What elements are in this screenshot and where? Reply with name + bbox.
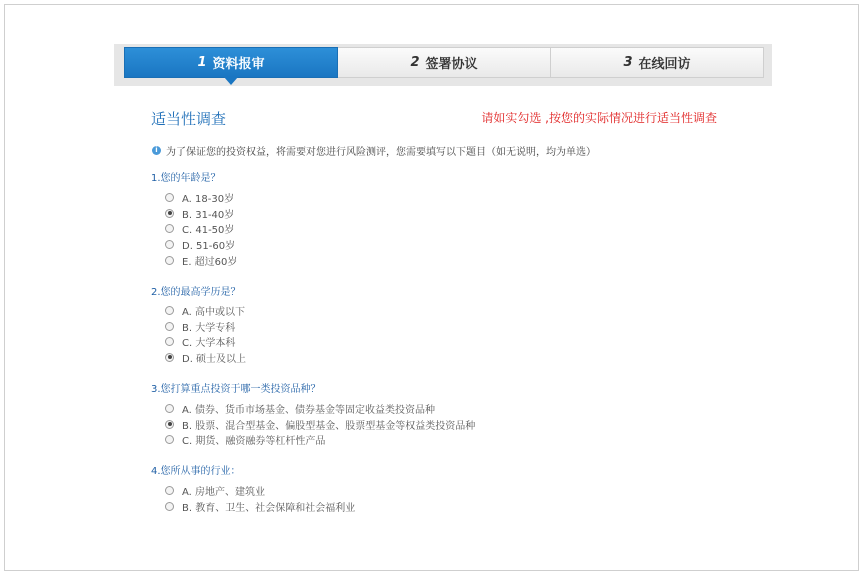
question-title: 2.您的最高学历是？ xyxy=(151,287,241,298)
option-radio[interactable] xyxy=(165,190,234,204)
section-title: 适当性调查 xyxy=(151,110,227,128)
option-radio[interactable] xyxy=(165,303,245,317)
question-title: 1.您的年龄是？ xyxy=(151,173,221,184)
step-progress xyxy=(124,47,764,78)
option-label: C. 41-50岁 xyxy=(182,224,235,236)
option-radio[interactable] xyxy=(165,350,246,364)
option-radio[interactable] xyxy=(165,237,235,251)
step-number: 3 xyxy=(623,55,633,70)
radio-button[interactable] xyxy=(165,306,174,315)
option-label: E. 超过60岁 xyxy=(182,256,238,268)
question-title: 4.您所从事的行业： xyxy=(151,466,241,477)
option-label: C. 大学本科 xyxy=(182,337,236,349)
option-radio[interactable] xyxy=(165,206,234,220)
option-label: C. 期货、融资融券等杠杆性产品 xyxy=(182,435,326,447)
info-text: 为了保证您的投资权益，将需要对您进行风险测评，您需要填写以下题目（如无说明，均为单选） xyxy=(166,147,596,158)
step-1[interactable] xyxy=(124,47,338,78)
radio-button[interactable] xyxy=(165,404,174,413)
option-radio[interactable] xyxy=(165,253,237,267)
step-label: 签署协议 xyxy=(425,57,478,72)
option-label: D. 硕士及以上 xyxy=(182,353,247,365)
page-frame xyxy=(4,4,859,571)
step-label: 在线回访 xyxy=(638,57,691,72)
option-radio[interactable] xyxy=(165,483,265,497)
radio-button[interactable] xyxy=(165,486,174,495)
option-radio[interactable] xyxy=(165,319,235,333)
radio-button[interactable] xyxy=(165,337,174,346)
radio-button[interactable] xyxy=(165,224,174,233)
radio-button[interactable] xyxy=(165,240,174,249)
option-radio[interactable] xyxy=(165,432,325,446)
radio-button[interactable] xyxy=(165,193,174,202)
option-label: A. 房地产、建筑业 xyxy=(182,486,266,498)
step-2[interactable] xyxy=(338,47,551,78)
option-radio[interactable] xyxy=(165,334,235,348)
option-label: B. 31-40岁 xyxy=(182,209,235,221)
option-label: B. 股票、混合型基金、偏股型基金、股票型基金等权益类投资品种 xyxy=(182,420,476,432)
radio-button[interactable] xyxy=(165,322,174,331)
option-radio[interactable] xyxy=(165,401,435,415)
question-title: 3.您打算重点投资于哪一类投资品种？ xyxy=(151,384,321,395)
option-radio[interactable] xyxy=(165,417,475,431)
step-3[interactable] xyxy=(551,47,764,78)
step-number: 2 xyxy=(410,55,420,70)
info-line xyxy=(152,143,596,158)
info-icon: i xyxy=(152,146,161,155)
step-label: 资料报审 xyxy=(212,57,265,72)
active-step-pointer-icon xyxy=(224,77,238,85)
option-label: B. 大学专科 xyxy=(182,322,236,334)
radio-button[interactable] xyxy=(165,502,174,511)
notice-text: 请如实勾选 ,按您的实际情况进行适当性调查 xyxy=(481,111,717,125)
option-label: D. 51-60岁 xyxy=(182,240,236,252)
radio-button[interactable] xyxy=(165,435,174,444)
radio-button[interactable] xyxy=(165,353,174,362)
radio-button[interactable] xyxy=(165,209,174,218)
option-radio[interactable] xyxy=(165,221,234,235)
option-radio[interactable] xyxy=(165,499,355,513)
option-label: A. 高中或以下 xyxy=(182,306,246,318)
step-number: 1 xyxy=(197,55,207,70)
option-label: A. 18-30岁 xyxy=(182,193,235,205)
option-label: B. 教育、卫生、社会保障和社会福利业 xyxy=(182,502,356,514)
radio-button[interactable] xyxy=(165,256,174,265)
option-label: A. 债券、货币市场基金、债券基金等固定收益类投资品种 xyxy=(182,404,436,416)
radio-button[interactable] xyxy=(165,420,174,429)
